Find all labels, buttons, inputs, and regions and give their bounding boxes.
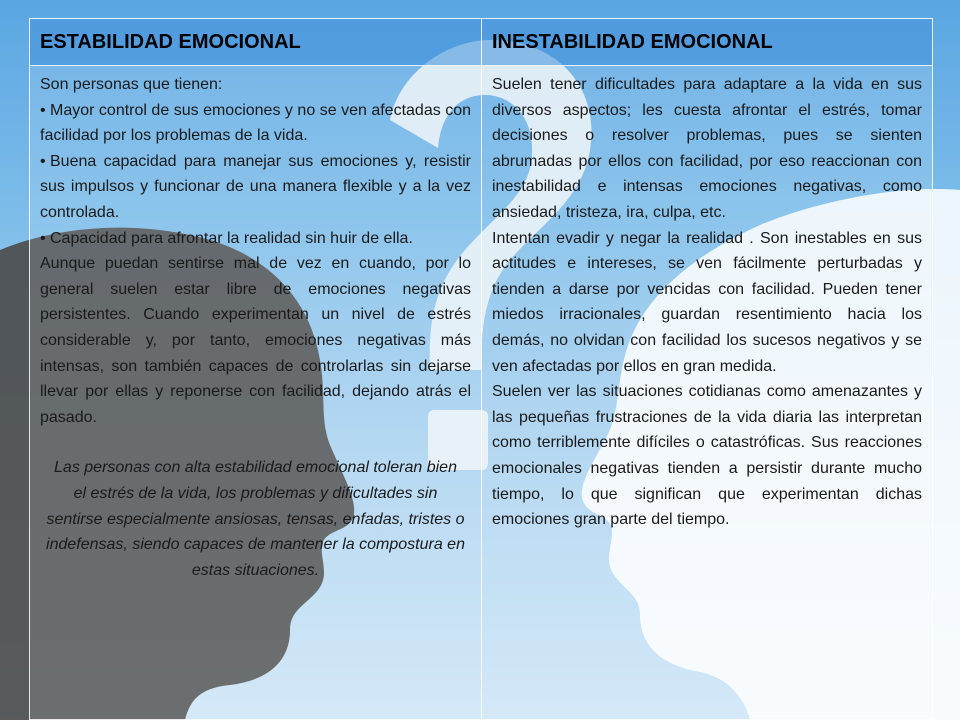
- bullet-icon: •: [40, 101, 46, 119]
- comparison-table: [29, 18, 933, 720]
- content-row: [30, 66, 933, 720]
- estabilidad-bullet: [40, 226, 471, 252]
- estabilidad-bullet: [40, 98, 471, 149]
- estabilidad-paragraph: Aunque puedan sentirse mal de vez en cuando, por lo general suelen estar libre de emociones negativas persistentes. Cuando experimentan un nivel de estrés considerable y, por tanto, emociones negativas más intensas, son también capaces de controlarlas sin dejarse llevar por ellas y reponerse con facilidad, dejando atrás el pasado.: [40, 255, 471, 426]
- header-row: [30, 19, 933, 66]
- header-inestabilidad: INESTABILIDAD EMOCIONAL: [482, 19, 933, 66]
- header-estabilidad: ESTABILIDAD EMOCIONAL: [30, 19, 482, 66]
- inestabilidad-paragraph: Intentan evadir y negar la realidad . Son inestables en sus actitudes e intereses, se ven fácilmente perturbadas y tienden a darse por vencidas con facilidad. Pueden tener miedos irracionales, guardan resentimiento hacia los demás, no olvidan con facilidad los sucesos negativos y se ven afectadas por ellos en gran medida.: [492, 229, 922, 375]
- bullet-text: Buena capacidad para manejar sus emociones y, resistir sus impulsos y funcionar de una manera flexible y a la vez controlada.: [40, 152, 471, 221]
- bullet-text: Mayor control de sus emociones y no se ven afectadas con facilidad por los problemas de la vida.: [40, 101, 471, 145]
- bullet-icon: •: [40, 152, 46, 170]
- estabilidad-bullet: [40, 149, 471, 226]
- estabilidad-cell: [30, 66, 482, 720]
- estabilidad-intro: Son personas que tienen:: [40, 76, 223, 93]
- estabilidad-note: Las personas con alta estabilidad emocional toleran bien el estrés de la vida, los problemas y dificultades sin sentirse especialmente ansiosas, tensas, enfadas, tristes o indefensas, siendo capaces de mantener la compostura en estas situaciones.: [46, 459, 465, 579]
- bullet-text: Capacidad para afrontar la realidad sin huir de ella.: [50, 229, 413, 247]
- inestabilidad-paragraph: Suelen ver las situaciones cotidianas como amenazantes y las pequeñas frustraciones de la vida diaria las interpretan como terriblemente difíciles o catastróficas. Sus reacciones emocionales negativas tienden a persistir durante mucho tiempo, lo que significan que experimentan dichas emociones gran parte del tiempo.: [492, 383, 922, 529]
- inestabilidad-paragraph: Suelen tener dificultades para adaptare a la vida en sus diversos aspectos; les cuesta afrontar el estrés, tomar decisiones o resolver problemas, pues se sienten abrumadas por ellos con facilidad, por eso reaccionan con inestabilidad e intensas emociones negativas, como ansiedad, tristeza, ira, culpa, etc.: [492, 76, 922, 221]
- bullet-icon: •: [40, 229, 46, 247]
- inestabilidad-cell: [482, 66, 933, 720]
